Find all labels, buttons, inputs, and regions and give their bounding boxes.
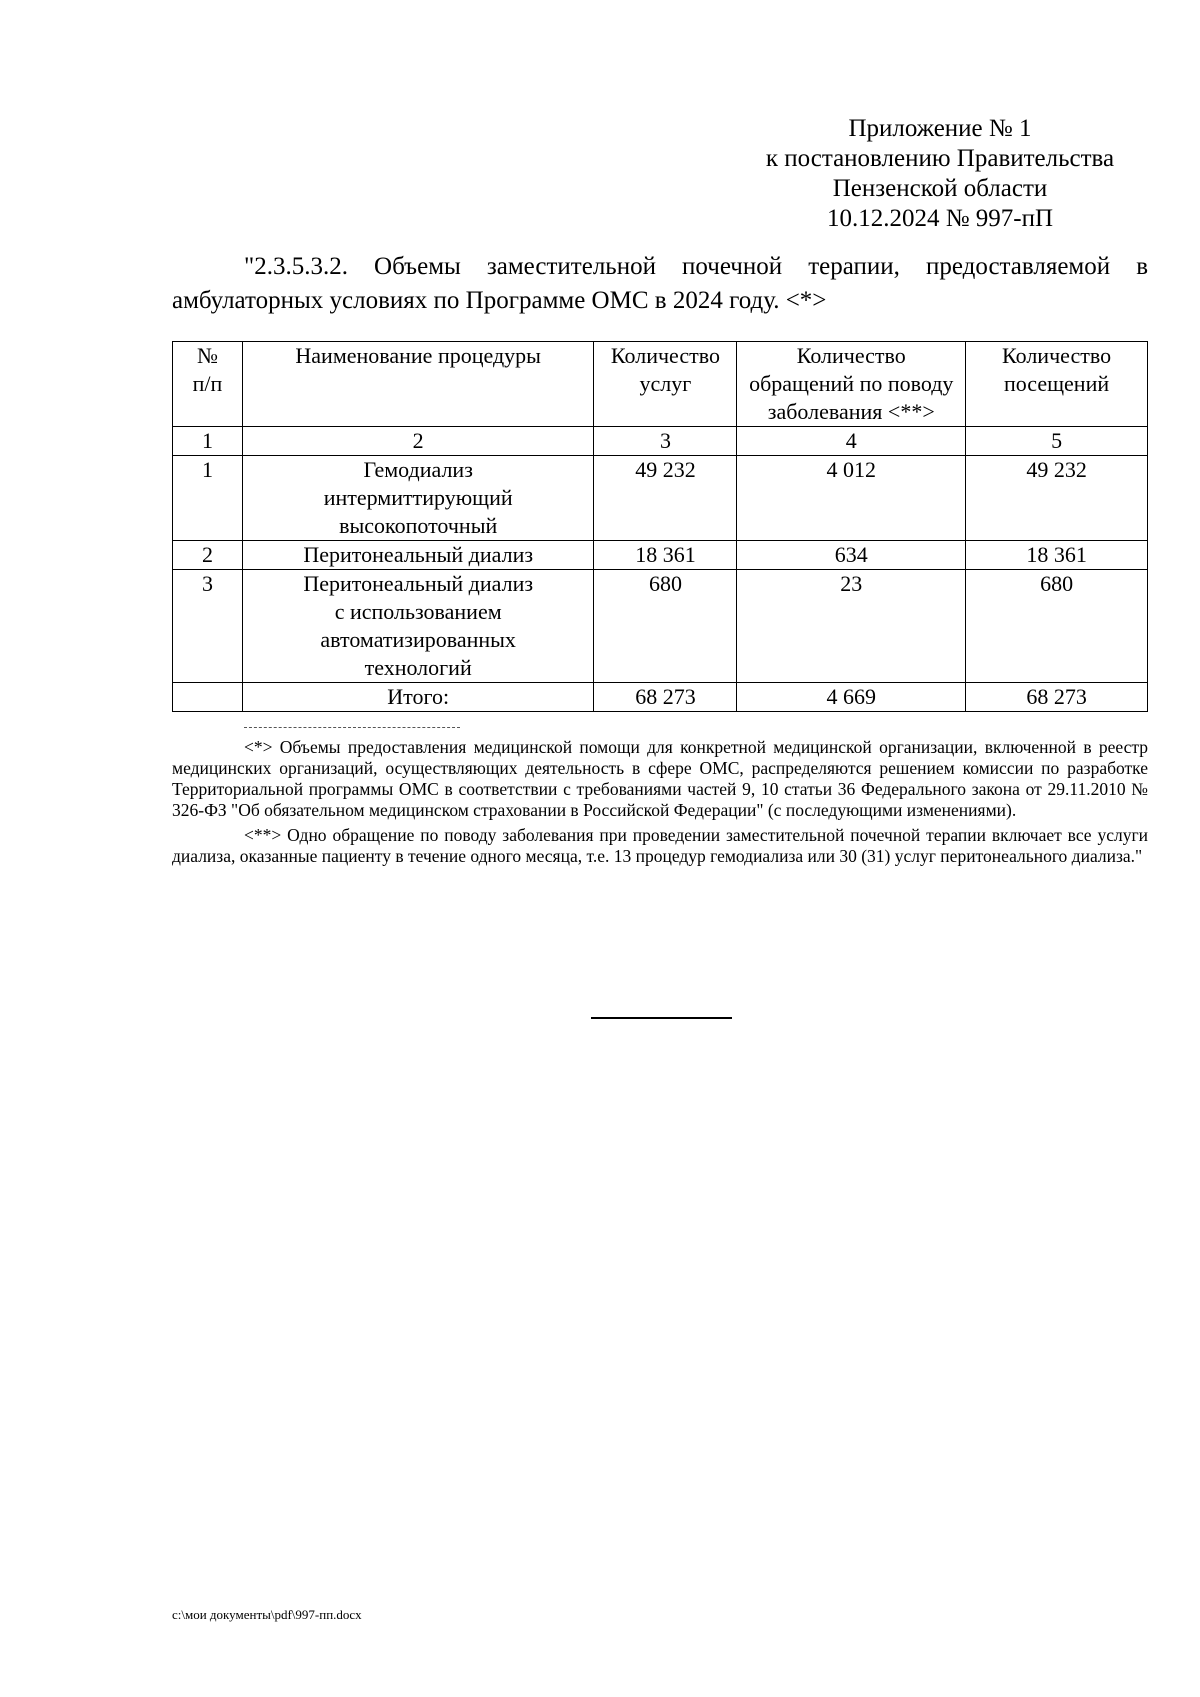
services-count: 49 232 [594, 456, 737, 541]
total-row [173, 683, 1148, 712]
services-count: 18 361 [594, 541, 737, 570]
row-number: 1 [173, 456, 243, 541]
footnotes [172, 737, 1148, 871]
appeals-count: 23 [737, 570, 966, 683]
end-of-document-rule [591, 1017, 732, 1019]
column-number: 2 [242, 427, 594, 456]
header-cell-services: Количество услуг [594, 342, 737, 427]
column-number-row [173, 427, 1148, 456]
appendix-resolution-ref: к постановлению Правительства [765, 145, 1115, 172]
visits-count: 680 [966, 570, 1148, 683]
table-header-row [173, 342, 1148, 427]
header-cell-appeals: Количество обращений по поводу заболевания <**> [737, 342, 966, 427]
file-path: с:\мои документы\pdf\997-пп.docx [172, 1607, 362, 1622]
column-number: 5 [966, 427, 1148, 456]
table-row [173, 541, 1148, 570]
total-number [173, 683, 243, 712]
appeals-count: 634 [737, 541, 966, 570]
section-title: "2.3.5.3.2. Объемы заместительной почечной терапии, предоставляемой в амбулаторных условиях по Программе ОМС в 2024 году. <*> [172, 253, 1148, 314]
header-cell-procedure: Наименование процедуры [242, 342, 594, 427]
procedure-name: Гемодиализ интермиттирующий высокопоточный [242, 456, 594, 541]
header-cell-visits: Количество посещений [966, 342, 1148, 427]
total-appeals: 4 669 [737, 683, 966, 712]
appendix-region: Пензенской области [832, 175, 1048, 202]
footnote-1: <*> Объемы предоставления медицинской помощи для конкретной медицинской организации, включенной в реестр медицинских организаций, осуществляющих деятельность в сфере ОМС, распределяются решением комиссии по разработке Территориальной программы ОМС в соответствии с требованиями частей 9, 10 статьи 36 Федерального закона от 29.11.2010 № 326-ФЗ "Об обязательном медицинском страховании в Российской Федерации" (с последующими изменениями). [172, 737, 1148, 820]
appeals-count: 4 012 [737, 456, 966, 541]
footnote-2: <**> Одно обращение по поводу заболевания при проведении заместительной почечной терапии включает все услуги диализа, оказанные пациенту в течение одного месяца, т.е. 13 процедур гемодиализа или 30 (31) услуг перитонеального диализа." [172, 825, 1148, 866]
column-number: 4 [737, 427, 966, 456]
total-services: 68 273 [594, 683, 737, 712]
appendix-header [720, 114, 1160, 234]
appendix-date-number: 10.12.2024 № 997-пП [826, 205, 1054, 232]
table-row [173, 456, 1148, 541]
row-number: 2 [173, 541, 243, 570]
column-number: 3 [594, 427, 737, 456]
total-visits: 68 273 [966, 683, 1148, 712]
total-label: Итого: [242, 683, 594, 712]
footnote-separator [244, 727, 460, 728]
column-number: 1 [173, 427, 243, 456]
volumes-table [172, 341, 1148, 712]
row-number: 3 [173, 570, 243, 683]
visits-count: 49 232 [966, 456, 1148, 541]
appendix-number: Приложение № 1 [848, 115, 1032, 142]
visits-count: 18 361 [966, 541, 1148, 570]
procedure-name: Перитонеальный диализ с использованием автоматизированных технологий [242, 570, 594, 683]
procedure-name: Перитонеальный диализ [242, 541, 594, 570]
services-count: 680 [594, 570, 737, 683]
table-row [173, 570, 1148, 683]
header-cell-number: № п/п [173, 342, 243, 427]
